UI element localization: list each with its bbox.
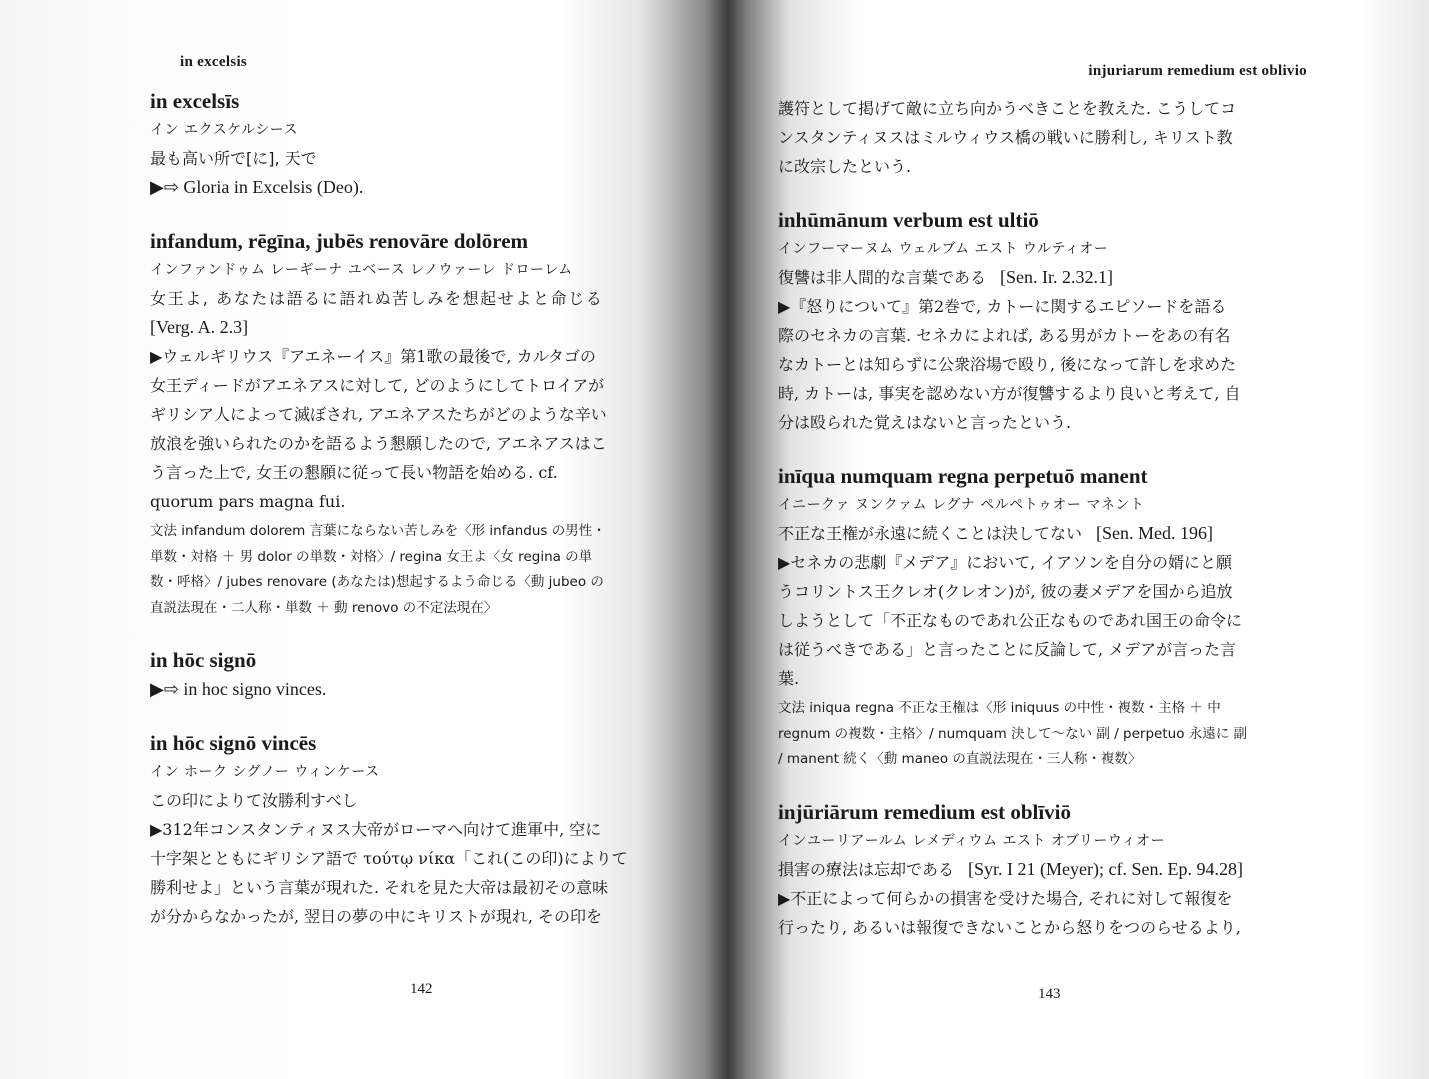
commentary-line: しようとして「不正なものであれ公正なものであれ国王の命令に: [778, 611, 1243, 630]
translation: 最も高い所で[に], 天で: [150, 149, 317, 168]
headword: inīqua numquam regna perpetuō manent: [778, 464, 1148, 488]
commentary-line: 放浪を強いられたのかを語るよう懇願したので, アエネアスはこ: [150, 434, 607, 453]
headword: inhūmānum verbum est ultiō: [778, 208, 1039, 232]
running-head: in excelsis: [180, 54, 248, 70]
commentary: [778, 292, 1323, 437]
entry-in-hoc-signo-vinces: [150, 728, 698, 931]
headword: injūriārum remedium est oblīviō: [778, 799, 1072, 824]
translation: 女王よ, あなたは語るに語れぬ苦しみを想起せよと命じる: [150, 289, 604, 308]
translation-with-source: [778, 855, 1323, 884]
commentary-line: は従うべきである」と言ったことに反論して, メデアが言った言: [778, 640, 1237, 659]
translation-with-source: [778, 263, 1323, 292]
entry-injuriarum-remedium: [778, 797, 1323, 942]
commentary-line: ンスタンティヌスはミルウィウス橋の戦いに勝利し, キリスト教: [778, 128, 1233, 147]
commentary-line: 分は殴られた覚えはないと言ったという.: [778, 413, 1072, 432]
commentary: [150, 342, 698, 516]
entry-list: [778, 94, 1323, 966]
commentary-line: 葉.: [778, 669, 800, 688]
translation: 復讐は非人間的な言葉である: [778, 268, 987, 287]
headword: in excelsīs: [150, 89, 240, 113]
page-number: 143: [1038, 986, 1061, 1002]
headword: in hōc signō vincēs: [150, 731, 317, 755]
commentary: [778, 548, 1323, 693]
grammar-line: / manent 続く〈動 maneo の直説法現在・三人称・複数〉: [778, 751, 1142, 767]
source-citation: [Syr. I 21 (Meyer); cf. Sen. Ep. 94.28]: [968, 858, 1243, 879]
commentary-line: ▶ウェルギリウス『アエネーイス』第1歌の最後で, カルタゴの: [150, 347, 596, 366]
commentary-line: 際のセネカの言葉. セネカによれば, ある男がカトーをあの有名: [778, 326, 1231, 345]
grammar-line: 直説法現在・二人称・単数 ＋ 動 renovo の不定法現在〉: [150, 599, 498, 616]
entry-infandum: [150, 226, 698, 621]
source-citation: [Sen. Ir. 2.32.1]: [1000, 267, 1113, 287]
running-head: injuriarum remedium est oblivio: [1088, 63, 1307, 79]
entry-in-hoc-signo: [150, 645, 698, 704]
grammar-line: 単数・対格 ＋ 男 dolor の単数・対格〉/ regina 女王よ〈女 regina の単: [150, 548, 593, 565]
commentary-line: に改宗したという.: [778, 157, 912, 176]
right-page: [742, 0, 1429, 1079]
commentary-line: 十字架とともにギリシア語で τούτῳ νίκα「これ(この印)によりて: [150, 849, 628, 868]
entry-in-excelsis: [150, 86, 698, 202]
pronunciation: インユーリアールム レメディウム エスト オブリーウィオー: [778, 832, 1166, 849]
translation: この印によりて汝勝利すべし: [150, 791, 358, 810]
commentary: [150, 815, 698, 931]
entry-inhumanum-verbum: [778, 205, 1323, 437]
pronunciation: インファンドゥム レーギーナ ユベース レノウァーレ ドローレム: [150, 262, 573, 278]
commentary-line: ▶不正によって何らかの損害を受けた場合, それに対して報復を: [778, 888, 1233, 908]
cross-reference: ▶⇨ in hoc signo vinces.: [150, 679, 327, 699]
commentary-line: ▶『怒りについて』第2巻で, カトーに関するエピソードを語る: [778, 297, 1227, 316]
source-citation: [Verg. A. 2.3]: [150, 317, 249, 337]
translation-with-source: [778, 519, 1323, 548]
entry-iniqua-numquam: [778, 461, 1323, 773]
source-citation: [Sen. Med. 196]: [1096, 523, 1213, 543]
commentary-line: 女王ディードがアエネアスに対して, どのようにしてトロイアが: [150, 376, 605, 395]
commentary: [778, 884, 1323, 942]
commentary-line: 行ったり, あるいは報復できないことから怒りをつのらせるより,: [778, 917, 1241, 937]
commentary-line: ギリシア人によって滅ぼされ, アエネアスたちがどのような辛い: [150, 405, 607, 424]
commentary-line: 護符として掲げて敵に立ち向かうべきことを教えた. こうしてコ: [778, 99, 1237, 118]
continued-commentary: [778, 94, 1323, 181]
entry-list: [150, 86, 698, 955]
commentary-line: うコリントス王クレオ(クレオン)が, 彼の妻メデアを国から追放: [778, 582, 1233, 601]
pronunciation: イン エクスケルシース: [150, 122, 299, 138]
grammar-line: regnum の複数・主格〉/ numquam 決して～ない 副 / perpetuo 永遠に 副: [778, 725, 1248, 742]
commentary-line: う言った上で, 女王の懇願に従って長い物語を始める. cf.: [150, 463, 558, 482]
grammar-line: 文法 infandum dolorem 言葉にならない苦しみを〈形 infandus の男性・: [150, 523, 606, 539]
headword: in hōc signō: [150, 648, 257, 672]
commentary-line: ▶312年コンスタンティヌス大帝がローマへ向けて進軍中, 空に: [150, 820, 602, 839]
grammar-note: [150, 519, 698, 621]
pronunciation: イニークァ ヌンクァム レグナ ペルペトゥオー マネント: [778, 497, 1145, 513]
translation: 不正な王権が永遠に続くことは決してない: [778, 524, 1083, 543]
commentary-line: 時, カトーは, 事実を認めない方が復讐するより良いと考えて, 自: [778, 384, 1241, 403]
pronunciation: インフーマーヌム ウェルブム エスト ウルティオー: [778, 241, 1109, 257]
headword: infandum, rēgīna, jubēs renovāre dolōrem: [150, 229, 529, 253]
cross-reference: ▶⇨ Gloria in Excelsis (Deo).: [150, 177, 364, 197]
grammar-line: 数・呼格〉/ jubes renovare (あなたは)想起するよう命じる〈動 jubeo の: [150, 574, 604, 590]
pronunciation: イン ホーク シグノー ウィンケース: [150, 764, 380, 780]
commentary-line: が分からなかったが, 翌日の夢の中にキリストが現れ, その印を: [150, 907, 603, 926]
left-page: [0, 0, 712, 1079]
commentary-line: ▶セネカの悲劇『メデア』において, イアソンを自分の婿にと願: [778, 553, 1232, 572]
commentary-line: 勝利せよ」という言葉が現れた. それを見た大帝は最初その意味: [150, 878, 609, 897]
page-number: 142: [410, 981, 433, 997]
commentary-line: なカトーとは知らずに公衆浴場で殴り, 後になって許しを求めた: [778, 355, 1237, 374]
grammar-line: 文法 iniqua regna 不正な王権は〈形 iniquus の中性・複数・主格 ＋ 中: [778, 700, 1221, 716]
commentary-line: quorum pars magna fui.: [150, 492, 346, 511]
grammar-note: [778, 696, 1323, 773]
translation: 損害の療法は忘却である: [778, 859, 955, 879]
